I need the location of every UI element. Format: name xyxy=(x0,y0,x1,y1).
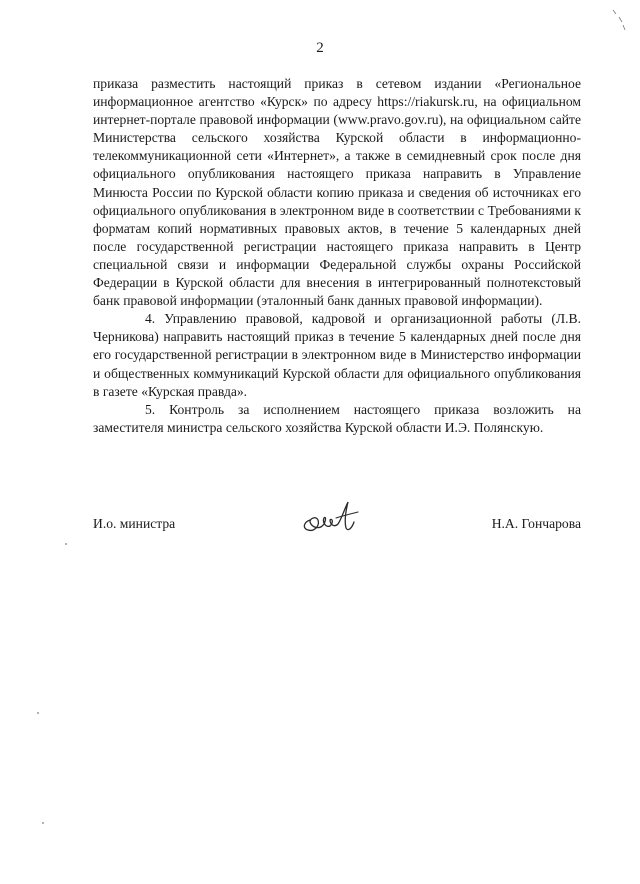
signature-row xyxy=(93,516,581,540)
signatory-role: И.о. министра xyxy=(93,516,176,531)
pen-mark-icon xyxy=(610,8,628,36)
document-body xyxy=(93,75,581,437)
paragraph-item-4: 4. Управлению правовой, кадровой и организационной работы (Л.В. Черникова) направить настоящий приказ в течение 5 календарных дней после дня его государственной регистрации в электронном виде в Министерство информации и общественных коммуникаций Курской области для официального опубликования в газете «Курская правда». xyxy=(93,311,581,399)
signatory-name: Н.А. Гончарова xyxy=(491,516,581,531)
paragraph-item-5: 5. Контроль за исполнением настоящего приказа возложить на заместителя министра сельского хозяйства Курской области И.Э. Полянскую. xyxy=(93,401,581,435)
page-number: 2 xyxy=(316,40,324,56)
scan-speck xyxy=(37,712,39,714)
scan-speck xyxy=(65,543,67,545)
scan-speck xyxy=(42,822,44,824)
paragraph-continuation: приказа разместить настоящий приказ в сетевом издании «Региональное информационное агентство «Курск» по адресу https://riakursk.ru, на официальном интернет-портале правовой информации (www.pravo.gov.ru), на официальном сайте Министерства сельского хозяйства Курской области в информационно-телекоммуникационной сети «Интернет», а также в семидневный срок после дня официального опубликования настоящего приказа направить в Управление Минюста России по Курской области копию приказа и сведения об источниках его официального опубликования в электронном виде в соответствии с Требованиями к форматам копий нормативных правовых актов, в течение 5 календарных дней после государственной регистрации настоящего приказа направить в Центр специальной связи и информации Федеральной службы охраны Российской Федерации в Курской области для внесения в интегрированный полнотекстовый банк правовой информации (эталонный банк данных правовой информации). xyxy=(93,76,581,309)
